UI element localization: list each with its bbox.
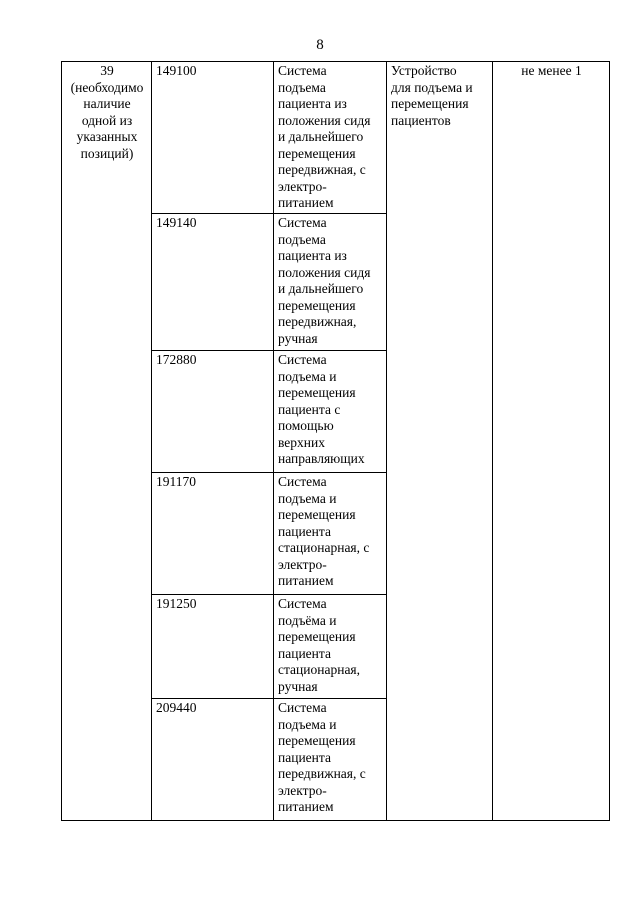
nkmi-code: 209440 bbox=[156, 700, 197, 715]
table-row bbox=[62, 62, 610, 214]
device-name: Система подъема пациента из положения сидя и дальнейшего перемещения передвижная, ручная bbox=[278, 215, 371, 346]
code-cell bbox=[152, 699, 274, 821]
quantity-label: не менее 1 bbox=[521, 63, 582, 78]
nkmi-code: 191250 bbox=[156, 596, 197, 611]
device-name: Система подъема и перемещения пациента передвижная, с электро- питанием bbox=[278, 700, 366, 814]
device-name: Система подъёма и перемещения пациента стационарная, ручная bbox=[278, 596, 361, 694]
nkmi-code: 149100 bbox=[156, 63, 197, 78]
device-name: Система подъема и перемещения пациента с помощью верхних направляющих bbox=[278, 352, 365, 466]
nkmi-code: 149140 bbox=[156, 215, 197, 230]
position-label: 39 (необходимо наличие одной из указанных позиций) bbox=[70, 63, 144, 161]
name-cell bbox=[274, 351, 387, 473]
equipment-table bbox=[61, 61, 610, 821]
name-cell bbox=[274, 473, 387, 595]
position-number-cell bbox=[62, 62, 152, 821]
device-type-label: Устройство для подъема и перемещения пациентов bbox=[391, 63, 473, 128]
device-name: Система подъема пациента из положения сидя и дальнейшего перемещения передвижная, с электро- питанием bbox=[278, 63, 371, 210]
nkmi-code: 172880 bbox=[156, 352, 197, 367]
code-cell bbox=[152, 473, 274, 595]
quantity-cell bbox=[493, 62, 610, 821]
code-cell bbox=[152, 214, 274, 351]
page-number: 8 bbox=[316, 37, 324, 53]
code-cell bbox=[152, 351, 274, 473]
name-cell bbox=[274, 595, 387, 699]
device-type-cell bbox=[387, 62, 493, 821]
device-name: Система подъема и перемещения пациента стационарная, с электро- питанием bbox=[278, 474, 370, 588]
name-cell bbox=[274, 62, 387, 214]
code-cell bbox=[152, 62, 274, 214]
nkmi-code: 191170 bbox=[156, 474, 196, 489]
code-cell bbox=[152, 595, 274, 699]
name-cell bbox=[274, 214, 387, 351]
name-cell bbox=[274, 699, 387, 821]
